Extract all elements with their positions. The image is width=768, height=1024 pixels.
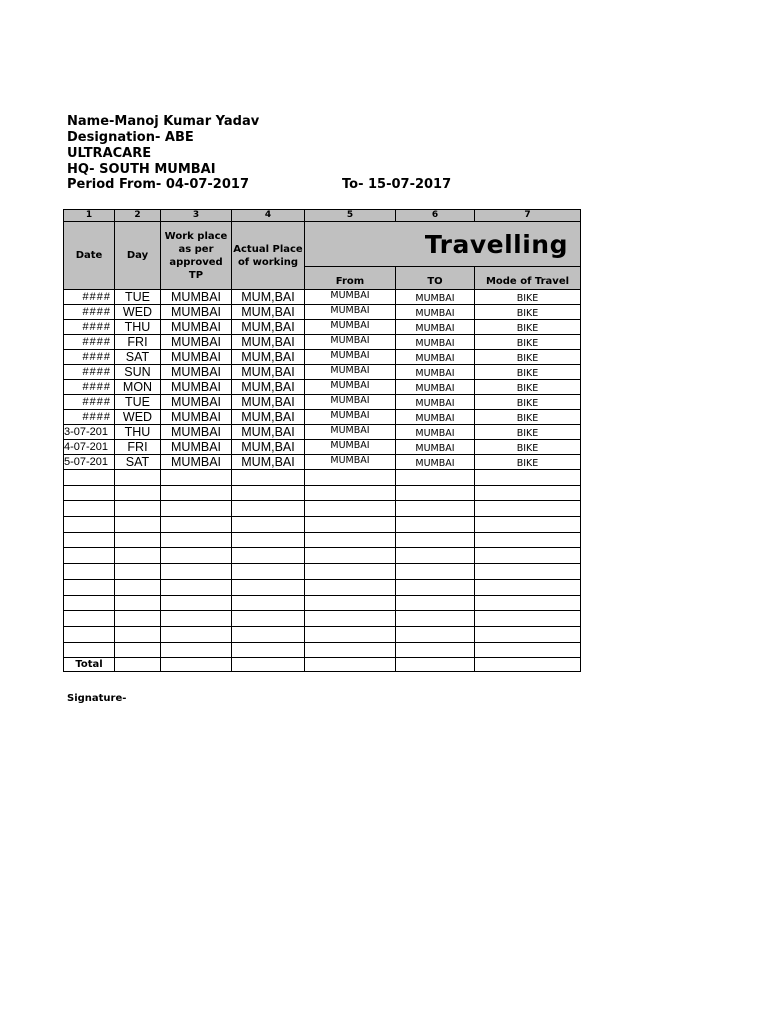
from-cell: MUMBAI xyxy=(305,335,396,350)
period-from: Period From- 04-07-2017 xyxy=(67,177,249,192)
empty-cell xyxy=(115,595,161,611)
empty-cell xyxy=(64,532,115,548)
from-header: From xyxy=(305,267,396,290)
to-header: TO xyxy=(396,267,475,290)
total-cell xyxy=(396,658,475,672)
empty-cell xyxy=(64,470,115,486)
day-cell: MON xyxy=(115,380,161,395)
empty-cell xyxy=(232,564,305,580)
signature-label: Signature- xyxy=(67,693,127,704)
actual-place-cell: MUM,BAI xyxy=(232,290,305,305)
empty-cell xyxy=(232,470,305,486)
table-row xyxy=(64,335,581,350)
empty-cell xyxy=(64,501,115,517)
column-number: 4 xyxy=(232,210,305,222)
column-number: 5 xyxy=(305,210,396,222)
empty-cell xyxy=(396,548,475,564)
actual-place-cell: MUM,BAI xyxy=(232,335,305,350)
empty-cell xyxy=(232,642,305,658)
actual-place-cell: MUM,BAI xyxy=(232,380,305,395)
empty-cell xyxy=(115,517,161,533)
empty-cell xyxy=(305,470,396,486)
empty-cell xyxy=(305,595,396,611)
empty-cell xyxy=(115,485,161,501)
empty-row xyxy=(64,611,581,627)
date-cell: 4-07-201 xyxy=(64,440,115,455)
work-place-cell: MUMBAI xyxy=(161,335,232,350)
actual-place-cell: MUM,BAI xyxy=(232,350,305,365)
empty-cell xyxy=(115,626,161,642)
actual-place-cell: MUM,BAI xyxy=(232,320,305,335)
empty-cell xyxy=(396,626,475,642)
empty-row xyxy=(64,548,581,564)
day-cell: FRI xyxy=(115,335,161,350)
total-cell xyxy=(305,658,396,672)
date-cell: #### xyxy=(64,395,115,410)
empty-cell xyxy=(475,548,581,564)
table-row xyxy=(64,305,581,320)
empty-cell xyxy=(161,642,232,658)
empty-cell xyxy=(305,517,396,533)
empty-cell xyxy=(475,470,581,486)
empty-cell xyxy=(396,579,475,595)
work-place-cell: MUMBAI xyxy=(161,455,232,470)
empty-cell xyxy=(161,626,232,642)
empty-cell xyxy=(305,626,396,642)
to-cell: MUMBAI xyxy=(396,350,475,365)
header-row xyxy=(64,222,581,267)
empty-cell xyxy=(115,470,161,486)
mode-cell: BIKE xyxy=(475,455,581,470)
empty-cell xyxy=(161,485,232,501)
column-number-row xyxy=(64,210,581,222)
from-cell: MUMBAI xyxy=(305,320,396,335)
from-cell: MUMBAI xyxy=(305,290,396,305)
empty-cell xyxy=(396,517,475,533)
work-place-cell: MUMBAI xyxy=(161,305,232,320)
employee-name: Name-Manoj Kumar Yadav xyxy=(67,114,260,129)
date-cell: #### xyxy=(64,290,115,305)
empty-cell xyxy=(396,532,475,548)
empty-cell xyxy=(396,595,475,611)
total-cell xyxy=(232,658,305,672)
work-place-cell: MUMBAI xyxy=(161,380,232,395)
table-row xyxy=(64,425,581,440)
total-cell xyxy=(475,658,581,672)
day-cell: THU xyxy=(115,425,161,440)
empty-row xyxy=(64,564,581,580)
actual-place-cell: MUM,BAI xyxy=(232,395,305,410)
empty-row xyxy=(64,501,581,517)
travel-log-table xyxy=(63,209,581,672)
empty-cell xyxy=(305,485,396,501)
work-place-cell: MUMBAI xyxy=(161,425,232,440)
empty-cell xyxy=(475,642,581,658)
to-cell: MUMBAI xyxy=(396,410,475,425)
table-row xyxy=(64,320,581,335)
day-cell: TUE xyxy=(115,395,161,410)
empty-cell xyxy=(232,532,305,548)
work-place-cell: MUMBAI xyxy=(161,290,232,305)
empty-row xyxy=(64,642,581,658)
to-cell: MUMBAI xyxy=(396,305,475,320)
empty-cell xyxy=(232,626,305,642)
date-cell: 3-07-201 xyxy=(64,425,115,440)
mode-header: Mode of Travel xyxy=(475,267,581,290)
empty-cell xyxy=(115,501,161,517)
table-row xyxy=(64,380,581,395)
empty-cell xyxy=(232,485,305,501)
day-cell: FRI xyxy=(115,440,161,455)
mode-cell: BIKE xyxy=(475,380,581,395)
empty-cell xyxy=(115,611,161,627)
empty-cell xyxy=(232,595,305,611)
from-cell: MUMBAI xyxy=(305,410,396,425)
to-cell: MUMBAI xyxy=(396,425,475,440)
work-place-cell: MUMBAI xyxy=(161,395,232,410)
day-cell: SAT xyxy=(115,455,161,470)
day-cell: THU xyxy=(115,320,161,335)
date-cell: #### xyxy=(64,305,115,320)
mode-cell: BIKE xyxy=(475,320,581,335)
empty-cell xyxy=(64,564,115,580)
column-number: 1 xyxy=(64,210,115,222)
from-cell: MUMBAI xyxy=(305,440,396,455)
empty-row xyxy=(64,517,581,533)
table-body xyxy=(64,210,581,672)
period-to: To- 15-07-2017 xyxy=(342,177,452,192)
company-name: ULTRACARE xyxy=(67,146,152,161)
empty-cell xyxy=(161,548,232,564)
empty-row xyxy=(64,485,581,501)
date-cell: #### xyxy=(64,380,115,395)
empty-cell xyxy=(115,579,161,595)
date-cell: #### xyxy=(64,410,115,425)
empty-cell xyxy=(305,548,396,564)
from-cell: MUMBAI xyxy=(305,395,396,410)
empty-cell xyxy=(305,532,396,548)
date-cell: #### xyxy=(64,335,115,350)
to-cell: MUMBAI xyxy=(396,320,475,335)
actual-place-cell: MUM,BAI xyxy=(232,425,305,440)
date-cell: #### xyxy=(64,365,115,380)
from-cell: MUMBAI xyxy=(305,455,396,470)
empty-cell xyxy=(396,470,475,486)
from-cell: MUMBAI xyxy=(305,365,396,380)
mode-cell: BIKE xyxy=(475,410,581,425)
table-row xyxy=(64,440,581,455)
total-row xyxy=(64,658,581,672)
empty-cell xyxy=(305,611,396,627)
table-row xyxy=(64,395,581,410)
empty-cell xyxy=(161,532,232,548)
empty-cell xyxy=(475,611,581,627)
work-place-header: Work place as per approved TP xyxy=(161,222,232,290)
travelling-header: Travelling xyxy=(305,222,581,267)
empty-cell xyxy=(475,501,581,517)
actual-place-cell: MUM,BAI xyxy=(232,440,305,455)
actual-place-cell: MUM,BAI xyxy=(232,365,305,380)
empty-cell xyxy=(115,564,161,580)
empty-cell xyxy=(475,579,581,595)
empty-cell xyxy=(232,611,305,627)
day-header: Day xyxy=(115,222,161,290)
mode-cell: BIKE xyxy=(475,290,581,305)
mode-cell: BIKE xyxy=(475,350,581,365)
empty-cell xyxy=(475,595,581,611)
date-header: Date xyxy=(64,222,115,290)
total-label: Total xyxy=(64,658,115,672)
table-row xyxy=(64,365,581,380)
empty-row xyxy=(64,579,581,595)
mode-cell: BIKE xyxy=(475,335,581,350)
work-place-cell: MUMBAI xyxy=(161,440,232,455)
actual-place-header: Actual Place of working xyxy=(232,222,305,290)
mode-cell: BIKE xyxy=(475,425,581,440)
day-cell: SAT xyxy=(115,350,161,365)
empty-cell xyxy=(396,485,475,501)
empty-cell xyxy=(305,579,396,595)
empty-cell xyxy=(161,564,232,580)
mode-cell: BIKE xyxy=(475,365,581,380)
empty-cell xyxy=(161,579,232,595)
empty-cell xyxy=(161,517,232,533)
total-cell xyxy=(161,658,232,672)
empty-cell xyxy=(64,579,115,595)
empty-cell xyxy=(161,501,232,517)
empty-cell xyxy=(232,579,305,595)
work-place-cell: MUMBAI xyxy=(161,350,232,365)
to-cell: MUMBAI xyxy=(396,440,475,455)
empty-cell xyxy=(396,642,475,658)
from-cell: MUMBAI xyxy=(305,305,396,320)
to-cell: MUMBAI xyxy=(396,380,475,395)
empty-row xyxy=(64,532,581,548)
to-cell: MUMBAI xyxy=(396,335,475,350)
column-number: 3 xyxy=(161,210,232,222)
designation: Designation- ABE xyxy=(67,130,194,145)
day-cell: TUE xyxy=(115,290,161,305)
empty-cell xyxy=(305,501,396,517)
headquarters: HQ- SOUTH MUMBAI xyxy=(67,162,216,177)
day-cell: WED xyxy=(115,410,161,425)
mode-cell: BIKE xyxy=(475,395,581,410)
empty-row xyxy=(64,626,581,642)
actual-place-cell: MUM,BAI xyxy=(232,410,305,425)
day-cell: WED xyxy=(115,305,161,320)
empty-cell xyxy=(232,517,305,533)
empty-cell xyxy=(475,532,581,548)
empty-cell xyxy=(64,485,115,501)
empty-cell xyxy=(396,611,475,627)
empty-cell xyxy=(64,548,115,564)
empty-cell xyxy=(161,611,232,627)
table-row xyxy=(64,290,581,305)
empty-cell xyxy=(475,485,581,501)
to-cell: MUMBAI xyxy=(396,395,475,410)
empty-cell xyxy=(396,501,475,517)
empty-cell xyxy=(64,626,115,642)
empty-cell xyxy=(232,548,305,564)
from-cell: MUMBAI xyxy=(305,380,396,395)
empty-cell xyxy=(115,532,161,548)
empty-cell xyxy=(115,548,161,564)
empty-cell xyxy=(161,470,232,486)
empty-row xyxy=(64,470,581,486)
work-place-cell: MUMBAI xyxy=(161,410,232,425)
work-place-cell: MUMBAI xyxy=(161,365,232,380)
to-cell: MUMBAI xyxy=(396,455,475,470)
empty-cell xyxy=(161,595,232,611)
column-number: 2 xyxy=(115,210,161,222)
day-cell: SUN xyxy=(115,365,161,380)
from-cell: MUMBAI xyxy=(305,425,396,440)
column-number: 6 xyxy=(396,210,475,222)
work-place-cell: MUMBAI xyxy=(161,320,232,335)
empty-cell xyxy=(396,564,475,580)
total-cell xyxy=(115,658,161,672)
table-row xyxy=(64,350,581,365)
empty-cell xyxy=(305,564,396,580)
date-cell: #### xyxy=(64,350,115,365)
empty-cell xyxy=(232,501,305,517)
date-cell: #### xyxy=(64,320,115,335)
to-cell: MUMBAI xyxy=(396,365,475,380)
from-cell: MUMBAI xyxy=(305,350,396,365)
empty-row xyxy=(64,595,581,611)
empty-cell xyxy=(305,642,396,658)
empty-cell xyxy=(64,611,115,627)
actual-place-cell: MUM,BAI xyxy=(232,305,305,320)
empty-cell xyxy=(64,595,115,611)
empty-cell xyxy=(64,642,115,658)
empty-cell xyxy=(475,626,581,642)
column-number: 7 xyxy=(475,210,581,222)
to-cell: MUMBAI xyxy=(396,290,475,305)
empty-cell xyxy=(475,517,581,533)
table-row xyxy=(64,410,581,425)
actual-place-cell: MUM,BAI xyxy=(232,455,305,470)
table-row xyxy=(64,455,581,470)
empty-cell xyxy=(115,642,161,658)
date-cell: 5-07-201 xyxy=(64,455,115,470)
mode-cell: BIKE xyxy=(475,305,581,320)
empty-cell xyxy=(475,564,581,580)
mode-cell: BIKE xyxy=(475,440,581,455)
empty-cell xyxy=(64,517,115,533)
